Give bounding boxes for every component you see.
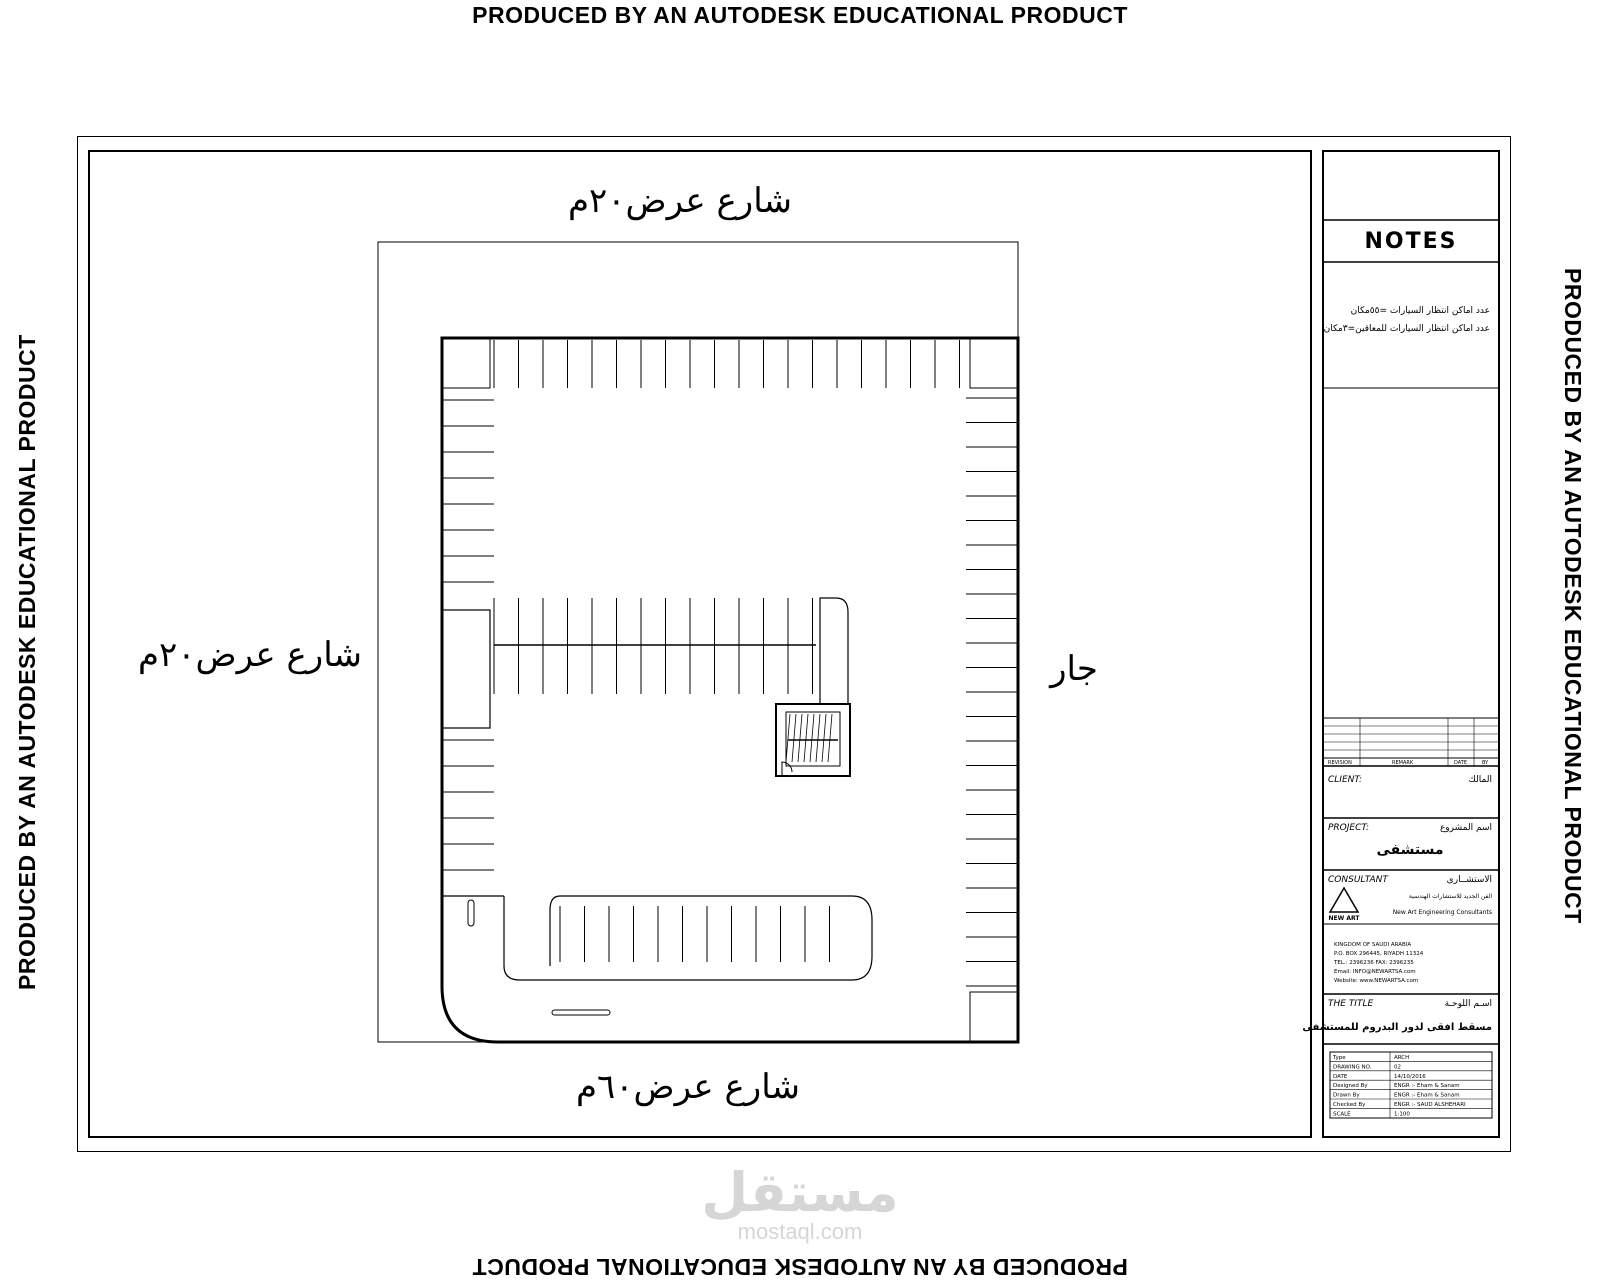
project-label: PROJECT: [1328, 823, 1370, 833]
info-value: ARCH [1394, 1055, 1410, 1061]
bollard [468, 900, 474, 926]
ramp-island [820, 598, 848, 704]
mostaql-logo-arabic: مستقل [701, 1161, 899, 1224]
watermark-bottom: PRODUCED BY AN AUTODESK EDUCATIONAL PRODUCT [472, 1254, 1128, 1280]
address-line-5: Website: www.NEWARTSA.com [1334, 978, 1419, 984]
street-label-bottom: شارع عرض٦٠م [575, 1067, 801, 1107]
street-label-top: شارع عرض٢٠م [567, 181, 793, 221]
info-value: ENGR :- Eham & Sanam [1394, 1083, 1460, 1090]
info-label: Type [1333, 1055, 1346, 1061]
info-value: 1:100 [1394, 1111, 1410, 1118]
project-label-ar: اسم المشروع [1439, 823, 1492, 833]
drawing-title: مسقط افقى لدور البدروم للمستشفى [1302, 1022, 1492, 1033]
info-label: DRAWING NO. [1333, 1064, 1372, 1071]
street-label-left: شارع عرض٢٠م [137, 635, 363, 675]
stair-tread [828, 714, 832, 762]
mostaql-logo [700, 1161, 900, 1244]
address-line-4: Email: INFO@NEWARTSA.com [1334, 969, 1416, 975]
notes-heading: NOTES [1364, 229, 1458, 254]
watermark-top: PRODUCED BY AN AUTODESK EDUCATIONAL PRODUCT [472, 2, 1128, 28]
info-value: 02 [1394, 1064, 1401, 1071]
info-value: ENGR :- SAUD ALSHEHARI [1394, 1102, 1466, 1108]
remark-label: REMARK [1392, 760, 1414, 766]
info-label: SCALE [1333, 1111, 1351, 1118]
address-line-3: TEL.: 2396236 FAX: 2396235 [1334, 960, 1414, 966]
stair-tread [792, 714, 796, 762]
parking-stalls-top [494, 340, 960, 388]
info-label: DATE [1333, 1073, 1348, 1080]
corner-room-tr [970, 338, 1018, 388]
stair-tread [810, 714, 814, 762]
info-value: ENGR :- Eham & Sanam [1394, 1092, 1460, 1099]
note-1: عدد اماكن انتظار السيارات =٥٥مكان [1350, 306, 1490, 316]
company-logo-icon [1330, 888, 1358, 912]
info-label: Drawn By [1333, 1092, 1360, 1099]
client-label: CLIENT: [1328, 775, 1363, 785]
company-name-ar: الفن الجديد للاستشارات الهندسية [1408, 893, 1492, 900]
project-name: مستشفى [1376, 842, 1444, 858]
stair-tread [798, 714, 802, 762]
date-label: DATE [1454, 760, 1468, 766]
info-label: Designed By [1333, 1083, 1368, 1090]
address-line-1: KINGDOM OF SAUDI ARABIA [1334, 942, 1412, 948]
watermark-left: PRODUCED BY AN AUTODESK EDUCATIONAL PRODUCT [14, 334, 40, 990]
company-logo-text: NEW ART [1328, 915, 1360, 922]
mostaql-logo-latin: mostaql.com [737, 1219, 863, 1244]
client-label-ar: المالك [1468, 775, 1492, 785]
stair-treads [786, 714, 838, 762]
info-label: Checked By [1333, 1102, 1366, 1108]
consultant-label: CONSULTANT [1328, 875, 1388, 885]
address-line-2: P.O. BOX 296445, RIYADH 11324 [1334, 951, 1424, 957]
info-value: 14/10/2016 [1394, 1073, 1426, 1080]
title-label: THE TITLE [1328, 999, 1374, 1009]
parking-stalls-right [966, 398, 1018, 986]
parking-stalls-central [494, 598, 813, 694]
stair-tread [786, 714, 790, 762]
drawing-info-table [1332, 1055, 1466, 1117]
consultant-label-ar: الاستشــارى [1446, 875, 1492, 885]
corner-room-tl [442, 338, 490, 388]
company-name-en: New Art Engineering Consultants [1392, 909, 1492, 916]
title-label-ar: اسـم اللوحـة [1444, 999, 1492, 1009]
by-label: BY [1482, 760, 1489, 766]
speed-bump [552, 1010, 610, 1015]
parking-stalls-bottom [560, 906, 830, 962]
watermark-right: PRODUCED BY AN AUTODESK EDUCATIONAL PRODUCT [1560, 268, 1586, 924]
stair-tread [804, 714, 808, 762]
corner-room-br [970, 992, 1018, 1042]
neighbor-label: جار [1050, 649, 1098, 689]
note-2: عدد اماكن انتظار السيارات للمعاقين=٣مكان [1323, 324, 1490, 334]
parking-stalls-left [442, 400, 494, 870]
basement-outline [442, 338, 1018, 1042]
stair-door [782, 762, 792, 776]
bottom-island [504, 896, 872, 980]
stair-tread [822, 714, 826, 762]
revision-label: REVISION [1328, 760, 1352, 766]
left-recess [442, 610, 490, 728]
stair-tread [816, 714, 820, 762]
